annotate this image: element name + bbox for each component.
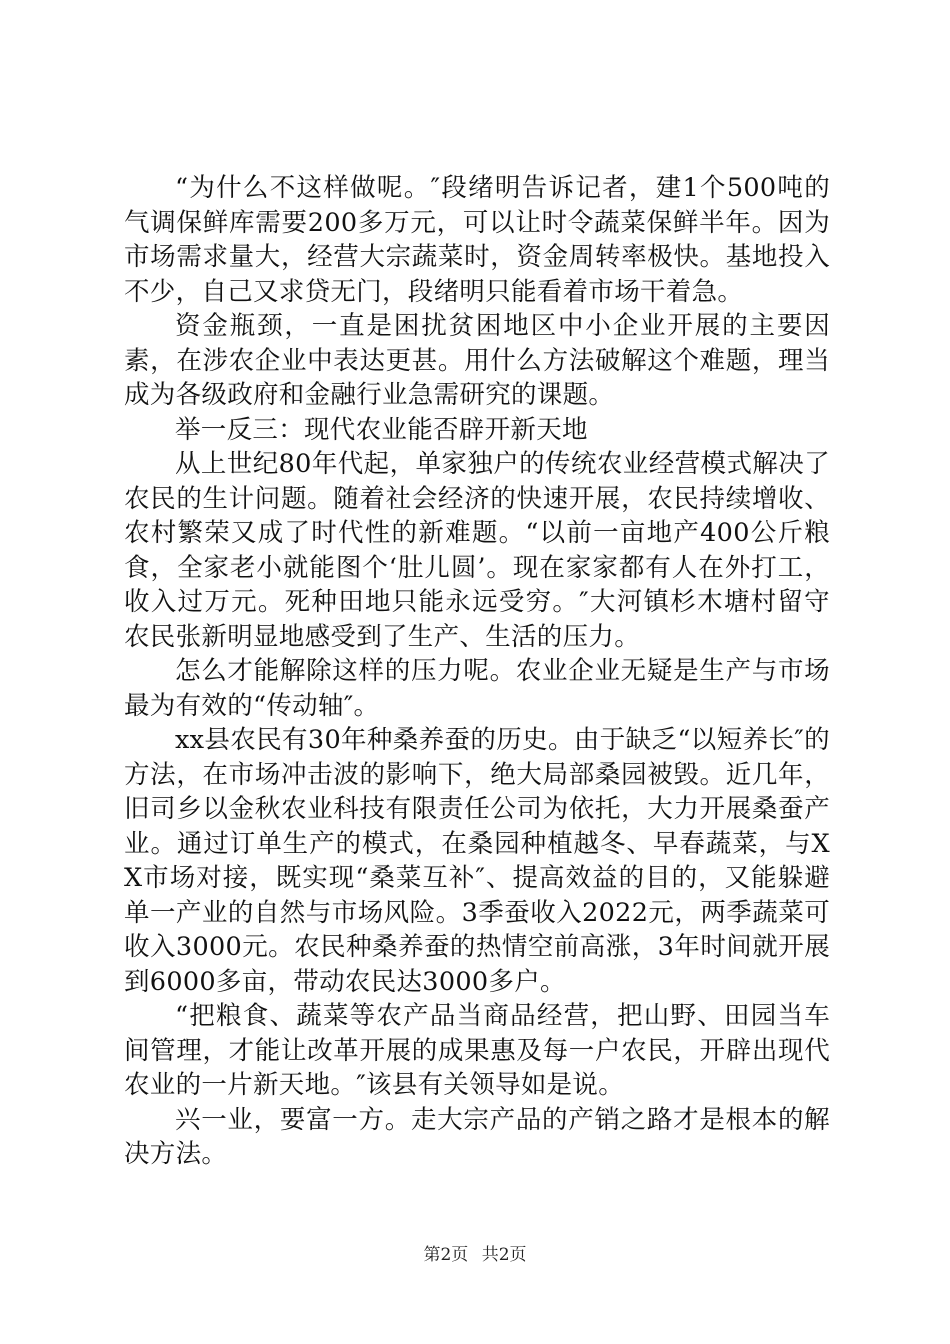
paragraph: 从上世纪80年代起，单家独户的传统农业经营模式解决了农民的生计问题。随着社会经济的快速开展，农民持续增收、农村繁荣又成了时代性的新难题。“以前一亩地产400公斤粮食，全家老小就能图个‘肚儿圆’。现在家家都有人在外打工，收入过万元。死种田地只能永远受穷。″大河镇杉木塘村留守农民张新明显地感受到了生产、生活的压力。 (124, 449, 830, 652)
page-total: 共2页 (481, 1245, 527, 1265)
paragraph: 资金瓶颈，一直是困扰贫困地区中小企业开展的主要因素，在涉农企业中表达更甚。用什么方法破解这个难题，理当成为各级政府和金融行业急需研究的课题。 (124, 311, 830, 410)
article-body (124, 171, 830, 1172)
paragraph: “把粮食、蔬菜等农产品当商品经营，把山野、田园当车间管理，才能让改革开展的成果惠及每一户农民，开辟出现代农业的一片新天地。″该县有关领导如是说。 (124, 1001, 830, 1100)
page-footer (0, 1244, 950, 1266)
section-heading: 举一反三：现代农业能否辟开新天地 (175, 414, 588, 445)
paragraph: 怎么才能解除这样的压力呢。农业企业无疑是生产与市场最为有效的“传动轴″。 (124, 656, 830, 721)
page-number: 第2页 (423, 1245, 469, 1265)
paragraph: 兴一业，要富一方。走大宗产品的产销之路才是根本的解决方法。 (124, 1104, 830, 1169)
paragraph: “为什么不这样做呢。″段绪明告诉记者，建1个500吨的气调保鲜库需要200多万元，可以让时令蔬菜保鲜半年。因为市场需求量大，经营大宗蔬菜时，资金周转率极快。基地投入不少，自己又求贷无门，段绪明只能看着市场干着急。 (124, 173, 830, 307)
paragraph: xx县农民有30年种桑养蚕的历史。由于缺乏“以短养长″的方法，在市场冲击波的影响下，绝大局部桑园被毁。近几年，旧司乡以金秋农业科技有限责任公司为依托，大力开展桑蚕产业。通过订单生产的模式，在桑园种植越冬、早春蔬菜，与XX市场对接，既实现“桑菜互补″、提高效益的目的，又能躲避单一产业的自然与市场风险。3季蚕收入2022元，两季蔬菜可收入3000元。农民种桑养蚕的热情空前高涨，3年时间就开展到6000多亩，带动农民达3000多户。 (124, 725, 830, 997)
